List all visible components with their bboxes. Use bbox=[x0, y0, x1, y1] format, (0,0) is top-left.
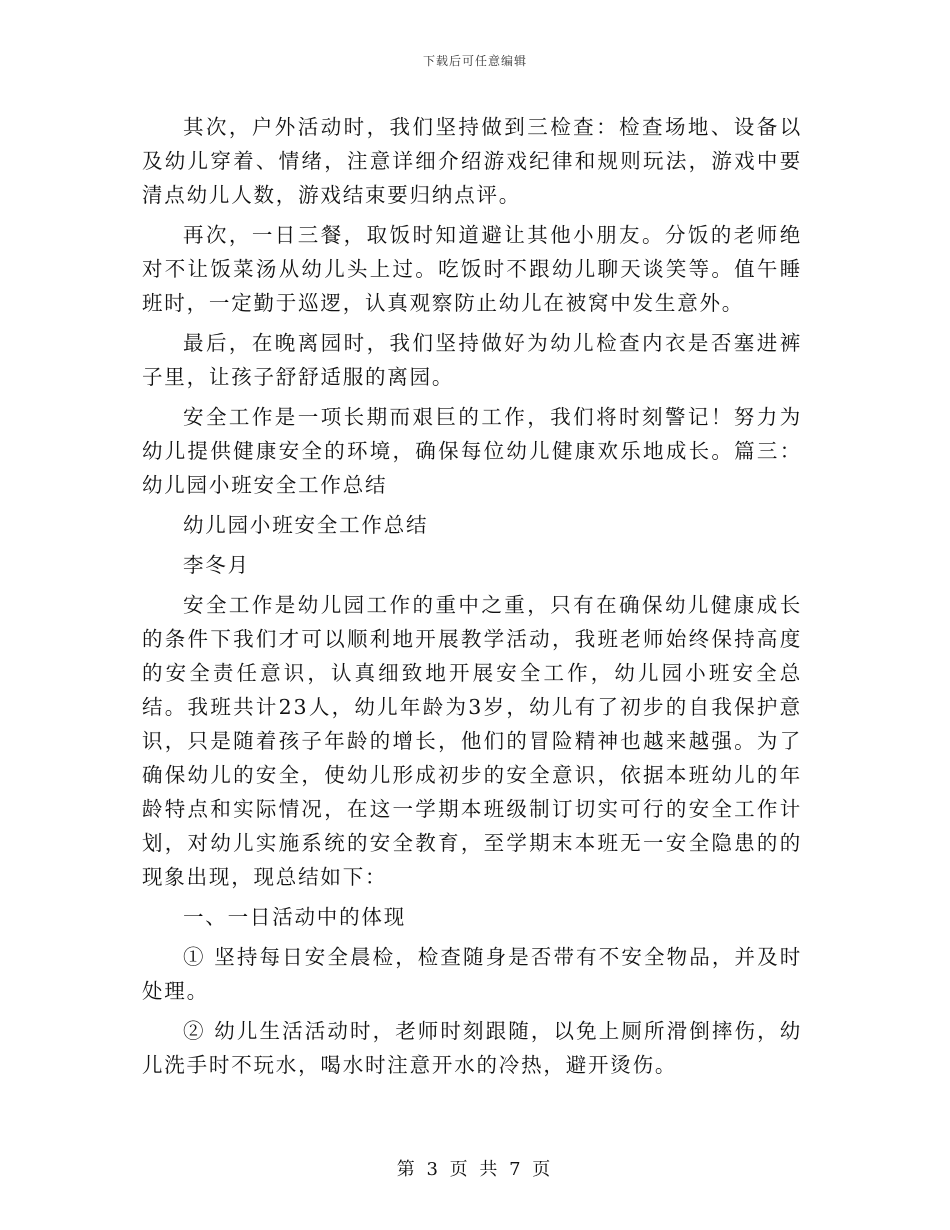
paragraph: 其次，户外活动时，我们坚持做到三检查：检查场地、设备以及幼儿穿着、情绪，注意详细介绍游戏纪律和规则玩法，游戏中要清点幼儿人数，游戏结束要归纳点评。 bbox=[142, 115, 802, 207]
paragraph: 安全工作是幼儿园工作的重中之重，只有在确保幼儿健康成长的条件下我们才可以顺利地开展教学活动，我班老师始终保持高度的安全责任意识，认真细致地开展安全工作，幼儿园小班安全总结。我班共计23人，幼儿年龄为3岁，幼儿有了初步的自我保护意识，只是随着孩子年龄的增长，他们的冒险精神也越来越强。为了确保幼儿的安全，使幼儿形成初步的安全意识，依据本班幼儿的年龄特点和实际情况，在这一学期本班级制订切实可行的安全工作计划，对幼儿实施系统的安全教育，至学期末本班无一安全隐患的的现象出现，现总结如下： bbox=[142, 593, 802, 889]
list-item: ① 坚持每日安全晨检，检查随身是否带有不安全物品，并及时处理。 bbox=[142, 945, 802, 1003]
paragraph: 再次，一日三餐，取饭时知道避让其他小朋友。分饭的老师绝对不让饭菜汤从幼儿头上过。吃饭时不跟幼儿聊天谈笑等。值午睡班时，一定勤于巡逻，认真观察防止幼儿在被窝中发生意外。 bbox=[142, 223, 802, 315]
author-name: 李冬月 bbox=[183, 553, 250, 577]
paragraph: 最后，在晚离园时，我们坚持做好为幼儿检查内衣是否塞进裤子里，让孩子舒舒适服的离园。 bbox=[142, 331, 802, 389]
subsection-heading: 一、一日活动中的体现 bbox=[183, 905, 406, 929]
page-number: 第 3 页 共 7 页 bbox=[396, 1159, 554, 1180]
paragraph: 安全工作是一项长期而艰巨的工作，我们将时刻警记！努力为幼儿提供健康安全的环境，确保每位幼儿健康欢乐地成长。篇三：幼儿园小班安全工作总结 bbox=[142, 405, 802, 497]
document-body bbox=[142, 110, 802, 1088]
section-title: 幼儿园小班安全工作总结 bbox=[183, 513, 429, 537]
list-item: ② 幼儿生活活动时，老师时刻跟随，以免上厕所滑倒摔伤，幼儿洗手时不玩水，喝水时注意开水的冷热，避开烫伤。 bbox=[142, 1019, 802, 1077]
page-header: 下载后可任意编辑 bbox=[422, 54, 527, 68]
